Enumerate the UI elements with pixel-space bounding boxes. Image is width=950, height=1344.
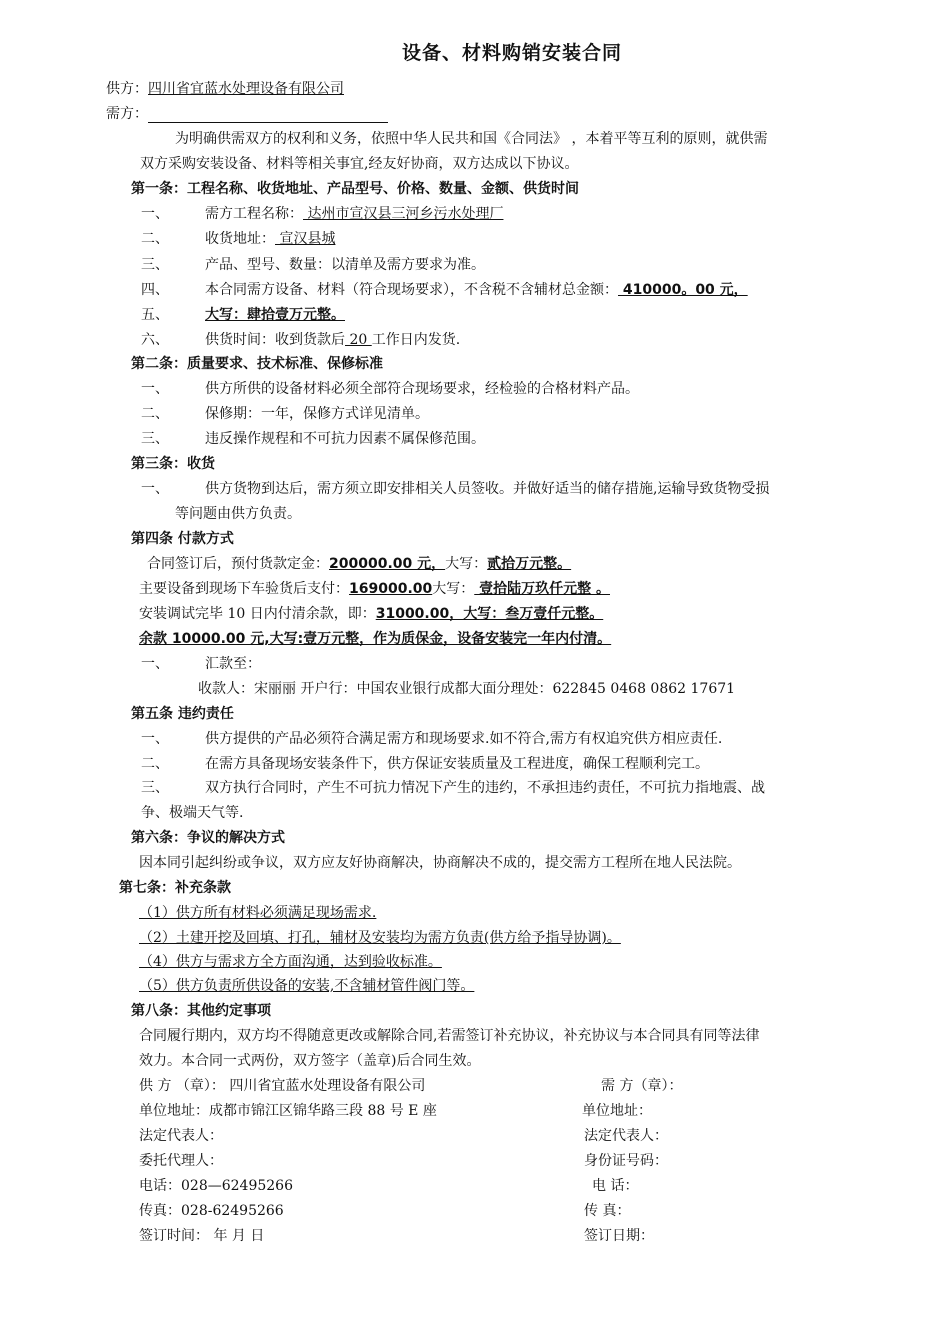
supplier-sign-date: 签订时间： 年 月 日 (139, 1228, 265, 1244)
supplier-address: 单位地址：成都市锦江区锦华路三段 88 号 E 座 (139, 1103, 437, 1119)
article-2-item-1 (141, 380, 639, 398)
buyer-label: 需方： (106, 106, 148, 122)
total-amount-value: 410000。00 元， (618, 282, 748, 298)
item-number: 五、 (141, 307, 169, 323)
article-7-heading: 第七条：补充条款 (119, 880, 231, 896)
article-3-item-1-cont: 等问题由供方负责。 (175, 506, 301, 522)
item-text: 产品、型号、数量：以清单及需方要求为准。 (205, 257, 485, 273)
supplementary-clause: （2）土建开挖及回填、打孔，辅材及安装均为需方负责(供方给予指导协调)。 (139, 930, 621, 946)
item-text: 双方执行合同时，产生不可抗力情况下产生的违约，不承担违约责任，不可抗力指地震、战 (205, 780, 765, 796)
supplier-agent: 委托代理人： (139, 1153, 223, 1169)
supplier-name: 四川省宜蓝水处理设备有限公司 (148, 81, 344, 97)
item-number: 二、 (141, 231, 169, 247)
article-5-item-3-cont: 争、极端天气等. (141, 805, 244, 821)
remittance-label: 汇款至： (205, 656, 261, 672)
delivery-days: 20 (345, 332, 372, 348)
deposit-words-label: 大写： (445, 556, 488, 572)
supplementary-clause: （1）供方所有材料必须满足现场需求. (139, 905, 377, 921)
item-number: 三、 (141, 257, 169, 273)
article-2-heading: 第二条：质量要求、技术标准、保修标准 (131, 356, 383, 372)
deposit-amount: 200000.00 元， (329, 556, 446, 572)
payment-deposit-line (147, 555, 571, 573)
payment-delivery-line (139, 580, 610, 598)
article-1-heading: 第一条：工程名称、收货地址、产品型号、价格、数量、金额、供货时间 (131, 181, 579, 197)
item-text: 供方提供的产品必须符合满足需方和现场要求.如不符合,需方有权追究供方相应责任. (205, 731, 723, 747)
item-text: 供方所供的设备材料必须全部符合现场要求，经检验的合格材料产品。 (205, 381, 639, 397)
item-number: 三、 (141, 431, 169, 447)
item-number: 一、 (141, 481, 169, 497)
item-number: 一、 (141, 381, 169, 397)
supplier-fax: 传真：028-62495266 (139, 1203, 284, 1219)
delivery-payment-label: 主要设备到现场下车验货后支付： (139, 581, 349, 597)
item-text: 在需方具备现场安装条件下，供方保证安装质量及工程进度，确保工程顺利完工。 (205, 756, 709, 772)
supplier-legal-rep: 法定代表人： (139, 1128, 223, 1144)
article-8-heading: 第八条：其他约定事项 (131, 1003, 271, 1019)
buyer-fax: 传 真： (584, 1203, 631, 1219)
article-1-item-6 (141, 331, 460, 349)
item-number: 六、 (141, 332, 169, 348)
delivery-time-text-a: 供货时间：收到货款后 (205, 332, 345, 348)
item-text: 保修期：一年，保修方式详见清单。 (205, 406, 429, 422)
balance-label: 安装调试完毕 10 日内付清余款，即： (139, 606, 376, 622)
item-number: 二、 (141, 756, 169, 772)
item-number: 三、 (141, 780, 169, 796)
buyer-line (106, 105, 388, 123)
article-6-text: 因本同引起纠纷或争议，双方应友好协商解决，协商解决不成的，提交需方工程所在地人民法院。 (139, 855, 741, 871)
deposit-words: 贰拾万元整。 (487, 556, 572, 572)
article-2-item-3 (141, 430, 485, 448)
buyer-legal-rep: 法定代表人： (584, 1128, 668, 1144)
article-3-heading: 第三条：收货 (131, 456, 215, 472)
supplier-label: 供方： (106, 81, 148, 97)
intro-line-1: 为明确供需双方的权利和义务，依照中华人民共和国《合同法》 ，本着平等互利的原则，就供需 (175, 131, 768, 147)
payee-account-line: 收款人：宋丽丽 开户行：中国农业银行成都大面分理处：622845 0468 0862 17671 (198, 681, 736, 697)
total-amount-label: 本合同需方设备、材料（符合现场要求），不含税不含辅材总金额： (205, 282, 618, 298)
article-3-item-1 (141, 480, 769, 498)
delivery-time-text-b: 工作日内发货. (371, 332, 461, 348)
item-text: 违反操作规程和不可抗力因素不属保修范围。 (205, 431, 485, 447)
supplier-phone: 电话：028—62495266 (139, 1178, 293, 1194)
buyer-seal-line: 需 方（章）： (601, 1078, 683, 1094)
balance-amount: 31000.00，大写：叁万壹仟元整。 (375, 606, 604, 622)
delivery-address-value: 宣汉县城 (275, 231, 336, 247)
warranty-retention-line: 余款 10000.00 元,大写:壹万元整，作为质保金，设备安装完一年内付清。 (139, 631, 612, 647)
article-6-heading: 第六条：争议的解决方式 (131, 830, 285, 846)
item-text: 供方货物到达后，需方须立即安排相关人员签收。并做好适当的储存措施,运输导致货物受损 (205, 481, 770, 497)
supplier-line (106, 80, 344, 98)
buyer-address: 单位地址： (582, 1103, 652, 1119)
project-name-label: 需方工程名称： (205, 206, 303, 222)
supplementary-clause: （5）供方负责所供设备的安装,不含辅材管件阀门等。 (139, 978, 475, 994)
article-1-item-3 (141, 256, 485, 274)
delivery-payment-amount: 169000.00 (349, 581, 433, 597)
supplier-seal-line: 供 方 （章）： 四川省宜蓝水处理设备有限公司 (139, 1078, 426, 1094)
buyer-phone: 电 话： (592, 1178, 639, 1194)
article-5-item-2 (141, 755, 709, 773)
deposit-label: 合同签订后，预付货款定金： (147, 556, 329, 572)
article-1-item-2 (141, 230, 335, 248)
buyer-name-blank (148, 108, 388, 123)
item-number: 二、 (141, 406, 169, 422)
intro-line-2: 双方采购安装设备、材料等相关事宜,经友好协商，双方达成以下协议。 (140, 156, 579, 172)
delivery-payment-words: 壹拾陆万玖仟元整 。 (474, 581, 610, 597)
article-8-text-2: 效力。本合同一式两份，双方签字（盖章)后合同生效。 (139, 1053, 481, 1069)
delivery-payment-words-label: 大写： (432, 581, 475, 597)
article-2-item-2 (141, 405, 429, 423)
item-number: 一、 (141, 206, 169, 222)
article-5-heading: 第五条 违约责任 (131, 706, 234, 722)
article-1-item-1 (141, 205, 503, 223)
payment-balance-line (139, 605, 603, 623)
supplementary-clause: （4）供方与需求方全方面沟通，达到验收标准。 (139, 954, 442, 970)
article-4-heading: 第四条 付款方式 (131, 531, 234, 547)
remittance-line (141, 655, 261, 673)
project-name-value: 达州市宣汉县三河乡污水处理厂 (303, 206, 504, 222)
buyer-id-number: 身份证号码： (584, 1153, 668, 1169)
article-1-item-5 (141, 306, 345, 324)
buyer-sign-date: 签订日期： (584, 1228, 654, 1244)
article-5-item-3 (141, 779, 765, 797)
item-number: 一、 (141, 656, 169, 672)
article-1-item-4 (141, 281, 748, 299)
article-5-item-1 (141, 730, 722, 748)
delivery-address-label: 收货地址： (205, 231, 275, 247)
amount-in-words: 大写：肆拾壹万元整。 (205, 307, 345, 323)
item-number: 一、 (141, 731, 169, 747)
contract-title: 设备、材料购销安装合同 (402, 42, 623, 64)
article-8-text-1: 合同履行期内，双方均不得随意更改或解除合同,若需签订补充协议，补充协议与本合同具有同等法律 (139, 1028, 760, 1044)
item-number: 四、 (141, 282, 169, 298)
